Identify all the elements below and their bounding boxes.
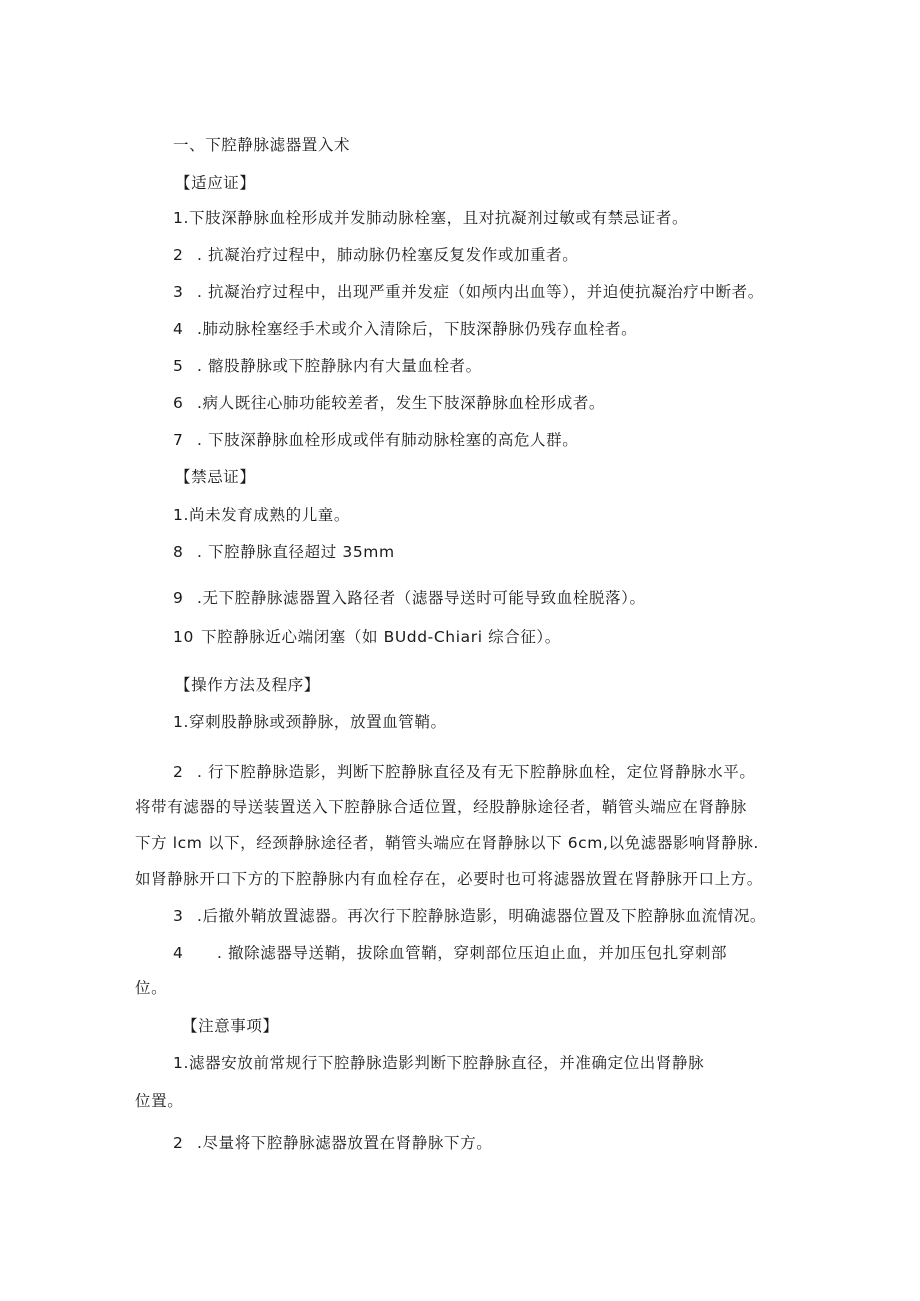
list-item [173, 208, 688, 228]
item-number: 3 [173, 907, 184, 925]
item-number: 1. [173, 209, 189, 227]
item-text: . 撤除滤器导送鞘，拔除血管鞘，穿刺部位压迫止血，并加压包扎穿刺部 [217, 944, 728, 962]
item-continuation: 如肾静脉开口下方的下腔静脉内有血栓存在，必要时也可将滤器放置在肾静脉开口上方。 [135, 870, 763, 888]
item-text: 穿刺股静脉或颈静脉，放置血管鞘。 [189, 713, 447, 731]
item-text: 尚未发育成熟的儿童。 [189, 506, 351, 524]
item-continuation: 下方 lcm 以下，经颈静脉途径者，鞘管头端应在肾静脉以下 6cm,以免滤器影响肾静脉. [135, 834, 759, 852]
item-text: . 下腔静脉直径超过 35mm [197, 543, 395, 561]
list-item [173, 1053, 704, 1073]
section-heading-procedure: 【操作方法及程序】 [175, 676, 320, 694]
list-item [173, 627, 561, 647]
item-number: 2 [173, 1134, 184, 1152]
item-continuation: 位置。 [135, 1092, 184, 1110]
item-text: 下肢深静脉血栓形成并发肺动脉栓塞，且对抗凝剂过敏或有禁忌证者。 [189, 209, 689, 227]
list-item [173, 319, 637, 339]
list-item [173, 282, 764, 302]
item-continuation: 位。 [135, 979, 168, 997]
list-item [173, 906, 766, 926]
page-title: 一、下腔静脉滤器置入术 [173, 136, 351, 154]
item-number: 1. [173, 1054, 189, 1072]
item-number: 8 [173, 543, 184, 561]
section-heading-contraindications: 【禁忌证】 [175, 468, 256, 486]
list-item [173, 943, 727, 963]
item-number: 2 [173, 246, 184, 264]
list-item [173, 542, 395, 562]
list-item [173, 762, 755, 782]
item-text: .尽量将下腔静脉滤器放置在肾静脉下方。 [197, 1134, 493, 1152]
item-number: 9 [173, 589, 184, 607]
section-heading-notes: 【注意事项】 [182, 1017, 279, 1035]
list-item [173, 712, 447, 732]
section-heading-indications: 【适应证】 [175, 174, 256, 192]
item-text: .肺动脉栓塞经手术或介入清除后，下肢深静脉仍残存血栓者。 [197, 320, 638, 338]
item-text: . 行下腔静脉造影，判断下腔静脉直径及有无下腔静脉血栓，定位肾静脉水平。 [197, 763, 756, 781]
list-item [173, 245, 578, 265]
item-text: . 下肢深静脉血栓形成或伴有肺动脉栓塞的高危人群。 [197, 431, 579, 449]
item-text: 滤器安放前常规行下腔静脉造影判断下腔静脉直径，并准确定位出肾静脉 [189, 1054, 705, 1072]
item-number: 3 [173, 283, 184, 301]
item-number: 4 [173, 320, 184, 338]
item-number: 1. [173, 713, 189, 731]
item-text: .后撤外鞘放置滤器。再次行下腔静脉造影，明确滤器位置及下腔静脉血流情况。 [197, 907, 767, 925]
item-text: .病人既往心肺功能较差者，发生下肢深静脉血栓形成者。 [197, 394, 606, 412]
item-number: 2 [173, 763, 184, 781]
list-item [173, 356, 482, 376]
item-number: 1. [173, 506, 189, 524]
item-text: . 抗凝治疗过程中，肺动脉仍栓塞反复发作或加重者。 [197, 246, 579, 264]
list-item [173, 430, 578, 450]
list-item [173, 393, 605, 413]
item-text: . 髂股静脉或下腔静脉内有大量血栓者。 [197, 357, 482, 375]
list-item [173, 505, 350, 525]
item-number: 5 [173, 357, 184, 375]
item-text: . 抗凝治疗过程中，出现严重并发症（如颅内出血等），并迫使抗凝治疗中断者。 [197, 283, 764, 301]
list-item [173, 1133, 492, 1153]
item-number: 6 [173, 394, 184, 412]
item-continuation: 将带有滤器的导送装置送入下腔静脉合适位置，经股静脉途径者，鞘管头端应在肾静脉 [135, 798, 747, 816]
list-item [173, 588, 646, 608]
item-text: .无下腔静脉滤器置入路径者（滤器导送时可能导致血栓脱落）。 [197, 589, 646, 607]
item-number: 10 [173, 628, 194, 646]
item-text: 下腔静脉近心端闭塞（如 BUdd-Chiari 综合征）。 [201, 628, 561, 646]
item-number: 4 [173, 944, 184, 962]
item-number: 7 [173, 431, 184, 449]
